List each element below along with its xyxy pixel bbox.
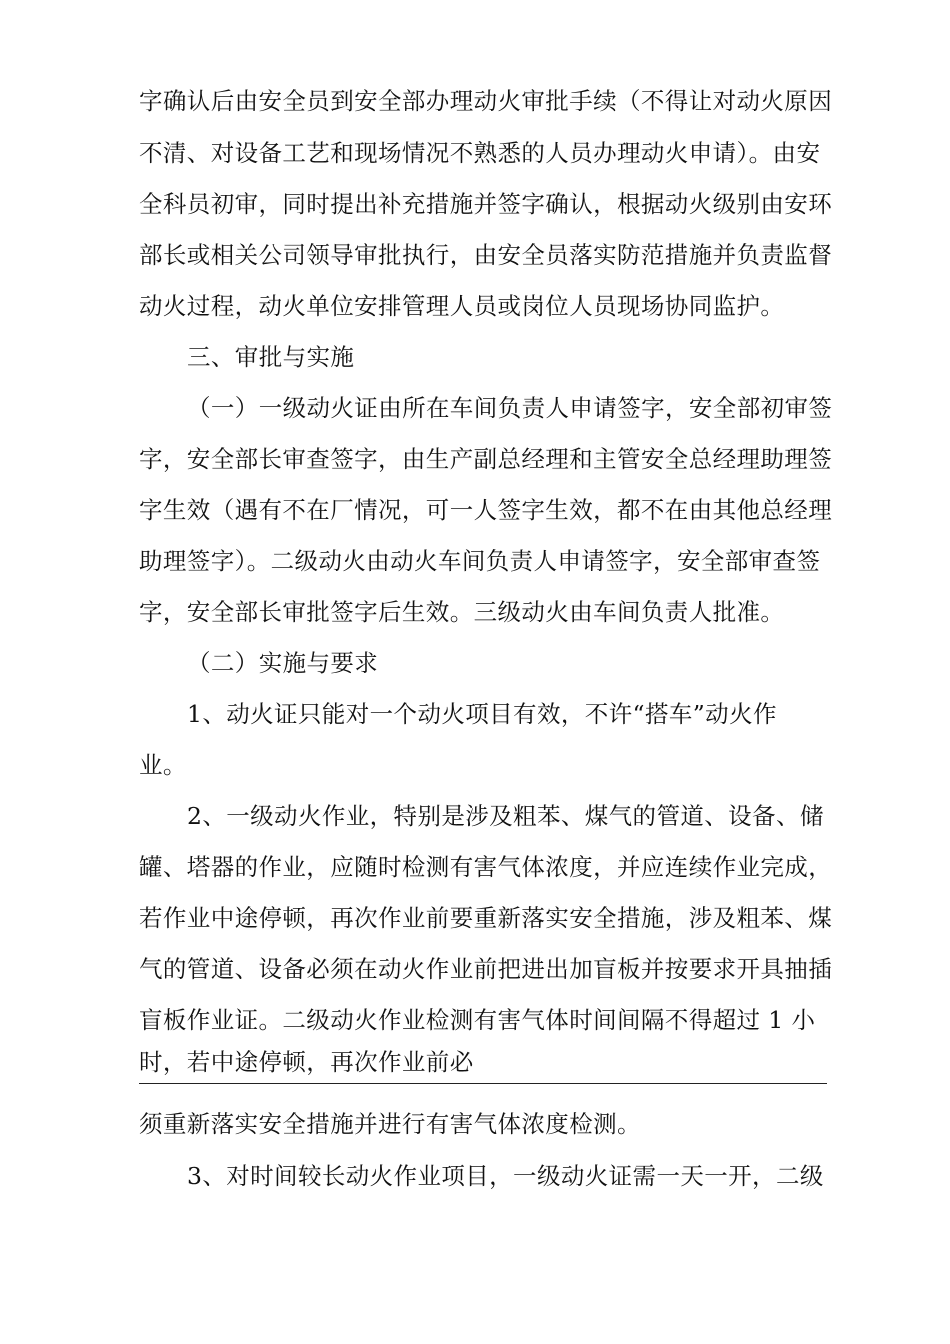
text-line: 气的管道、设备必须在动火作业前把进出加盲板并按要求开具抽插 (139, 955, 833, 983)
text-line: 盲板作业证。二级动火作业检测有害气体时间间隔不得超过 1 小 (139, 1006, 816, 1034)
section-heading: 三、审批与实施 (187, 343, 355, 371)
text-line: 罐、塔器的作业，应随时检测有害气体浓度，并应连续作业完成， (139, 853, 833, 881)
text-line: 时，若中途停顿，再次作业前必 (139, 1048, 474, 1076)
text-line: 字生效（遇有不在厂情况，可一人签字生效，都不在由其他总经理 (139, 496, 833, 524)
page-break-divider (139, 1083, 827, 1084)
text-line: 业。 (139, 751, 187, 779)
subsection-heading: （二）实施与要求 (187, 649, 379, 677)
list-item-3: 3、对时间较长动火作业项目，一级动火证需一天一开，二级 (187, 1162, 824, 1190)
text-line: 须重新落实安全措施并进行有害气体浓度检测。 (139, 1110, 641, 1138)
list-item-2: 2、一级动火作业，特别是涉及粗苯、煤气的管道、设备、储 (187, 802, 824, 830)
text-line: 助理签字）。二级动火由动火车间负责人申请签字，安全部审查签 (139, 547, 821, 575)
text-line: 若作业中途停顿，再次作业前要重新落实安全措施，涉及粗苯、煤 (139, 904, 833, 932)
text-line: 字，安全部长审查签字，由生产副总经理和主管安全总经理助理签 (139, 445, 833, 473)
text-line: 不清、对设备工艺和现场情况不熟悉的人员办理动火申请）。由安 (139, 139, 821, 167)
text-line: 部长或相关公司领导审批执行，由安全员落实防范措施并负责监督 (139, 241, 833, 269)
text-line: 字确认后由安全员到安全部办理动火审批手续（不得让对动火原因 (139, 87, 833, 115)
list-item-1: 1、动火证只能对一个动火项目有效，不许“搭车”动火作 (187, 700, 777, 728)
text-line: 动火过程，动火单位安排管理人员或岗位人员现场协同监护。 (139, 292, 785, 320)
subsection-paragraph-start: （一）一级动火证由所在车间负责人申请签字，安全部初审签 (187, 394, 833, 422)
text-line: 字，安全部长审批签字后生效。三级动火由车间负责人批准。 (139, 598, 785, 626)
text-line: 全科员初审，同时提出补充措施并签字确认，根据动火级别由安环 (139, 190, 833, 218)
